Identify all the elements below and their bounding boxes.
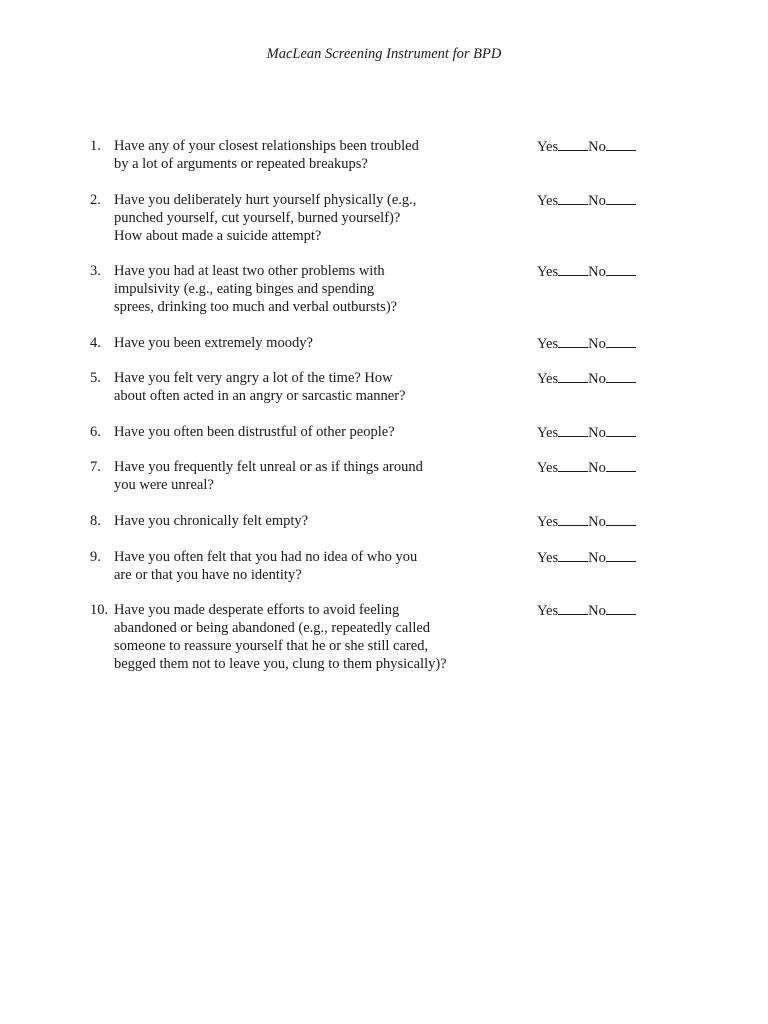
question-text: Have you had at least two other problems with impulsivity (e.g., eating binges and spending sprees, drinking too much and verbal outbursts)? — [114, 263, 398, 315]
no-option[interactable]: No — [588, 548, 636, 567]
answer-options — [537, 137, 636, 156]
no-option[interactable]: No — [588, 423, 636, 442]
yes-option[interactable]: Yes — [537, 512, 588, 531]
question-number: 4. — [90, 335, 101, 351]
no-option[interactable]: No — [588, 369, 636, 388]
no-option[interactable]: No — [588, 334, 636, 353]
question-number: 7. — [90, 459, 101, 475]
question-number: 9. — [90, 549, 101, 565]
question-text: Have any of your closest relationships been troubled by a lot of arguments or repeated breakups? — [114, 138, 419, 172]
no-option[interactable]: No — [588, 458, 636, 477]
question-number: 1. — [90, 138, 101, 154]
yes-option[interactable]: Yes — [537, 262, 588, 281]
yes-option[interactable]: Yes — [537, 423, 588, 442]
answer-options — [537, 423, 636, 442]
no-option[interactable]: No — [588, 191, 636, 210]
yes-option[interactable]: Yes — [537, 601, 588, 620]
yes-option[interactable]: Yes — [537, 137, 588, 156]
question-number: 5. — [90, 370, 101, 386]
question-number: 3. — [90, 263, 101, 279]
yes-option[interactable]: Yes — [537, 548, 588, 567]
question-number: 6. — [90, 424, 101, 440]
question-text: Have you felt very angry a lot of the time? How about often acted in an angry or sarcastic manner? — [114, 370, 406, 404]
no-option[interactable]: No — [588, 262, 636, 281]
answer-options — [537, 334, 636, 353]
question-text: Have you been extremely moody? — [114, 335, 313, 351]
no-option[interactable]: No — [588, 512, 636, 531]
question-text: Have you deliberately hurt yourself physically (e.g., punched yourself, cut yourself, burned yourself)? How about made a suicide attempt? — [114, 192, 417, 244]
question-text: Have you chronically felt empty? — [114, 513, 309, 529]
answer-options — [537, 369, 636, 388]
answer-options — [537, 262, 636, 281]
yes-option[interactable]: Yes — [537, 334, 588, 353]
question-number: 2. — [90, 192, 101, 208]
answer-options — [537, 458, 636, 477]
yes-option[interactable]: Yes — [537, 458, 588, 477]
answer-options — [537, 548, 636, 567]
question-text: Have you made desperate efforts to avoid feeling abandoned or being abandoned (e.g., repeatedly called someone to reassure yourself that he or she still cared, begged them not to leave you, clung to them physically)? — [114, 602, 447, 672]
question-text: Have you often felt that you had no idea of who you are or that you have no identity? — [114, 549, 418, 583]
question-text: Have you often been distrustful of other people? — [114, 424, 395, 440]
answer-options — [537, 512, 636, 531]
answer-options — [537, 601, 636, 620]
no-option[interactable]: No — [588, 601, 636, 620]
question-number: 10. — [90, 602, 109, 618]
answer-options — [537, 191, 636, 210]
question-text: Have you frequently felt unreal or as if things around you were unreal? — [114, 459, 423, 493]
yes-option[interactable]: Yes — [537, 369, 588, 388]
no-option[interactable]: No — [588, 137, 636, 156]
question-number: 8. — [90, 513, 101, 529]
page-title: MacLean Screening Instrument for BPD — [266, 46, 502, 62]
yes-option[interactable]: Yes — [537, 191, 588, 210]
